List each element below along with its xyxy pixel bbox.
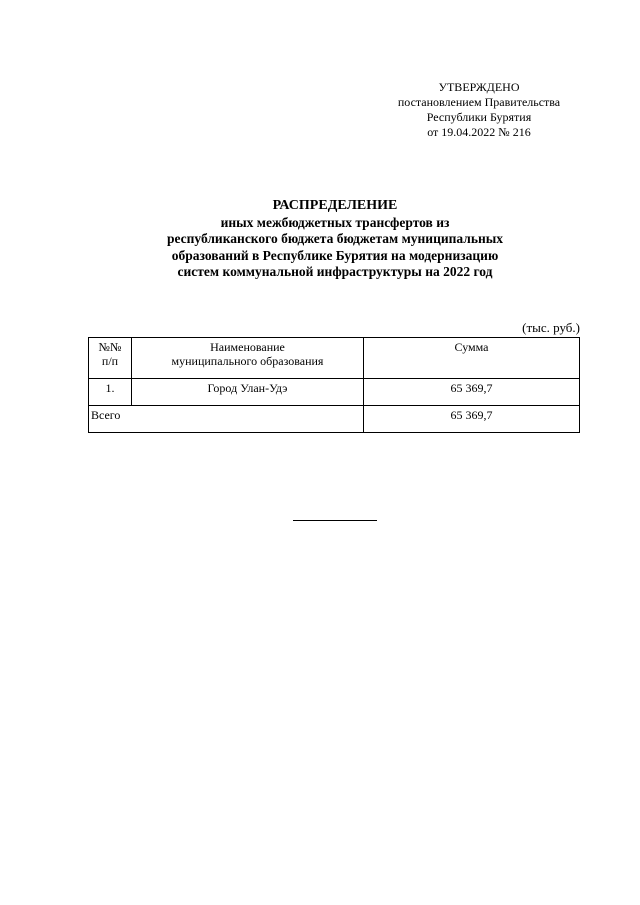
row-num-cell: 1. (89, 379, 132, 406)
total-label-cell: Всего (89, 406, 364, 433)
distribution-table (88, 337, 580, 433)
header-name-line2: муниципального образования (171, 354, 324, 368)
document-title (90, 198, 580, 281)
table-header-row (89, 338, 580, 379)
header-sum-cell: Сумма (364, 338, 580, 379)
title-line-1: РАСПРЕДЕЛЕНИЕ (272, 198, 398, 213)
approval-heading: УТВЕРЖДЕНО (438, 80, 520, 94)
row-sum-cell: 65 369,7 (364, 379, 580, 406)
approval-line-republic: Республики Бурятия (426, 110, 532, 124)
approval-line-decree: постановлением Правительства (397, 95, 561, 109)
header-name-cell (132, 338, 364, 379)
title-line-2: иных межбюджетных трансфертов из (220, 214, 450, 230)
header-name-line1: Наименование (210, 340, 285, 354)
header-num-line2: п/п (101, 354, 119, 368)
approval-stamp (384, 80, 574, 140)
table-row (89, 379, 580, 406)
title-line-3: республиканского бюджета бюджетам муниципальных (166, 231, 504, 246)
header-num-cell (89, 338, 132, 379)
table-total-row (89, 406, 580, 433)
header-num-line1: №№ (98, 340, 122, 354)
title-line-4: образований в Республике Бурятия на модернизацию (171, 247, 499, 263)
row-name-cell: Город Улан-Удэ (132, 379, 364, 406)
units-label: (тыс. руб.) (522, 320, 580, 335)
title-line-5: систем коммунальной инфраструктуры на 2022 год (177, 264, 493, 279)
total-sum-cell: 65 369,7 (364, 406, 580, 433)
closing-separator-line (293, 520, 377, 521)
approval-line-date: от 19.04.2022 № 216 (427, 125, 531, 139)
